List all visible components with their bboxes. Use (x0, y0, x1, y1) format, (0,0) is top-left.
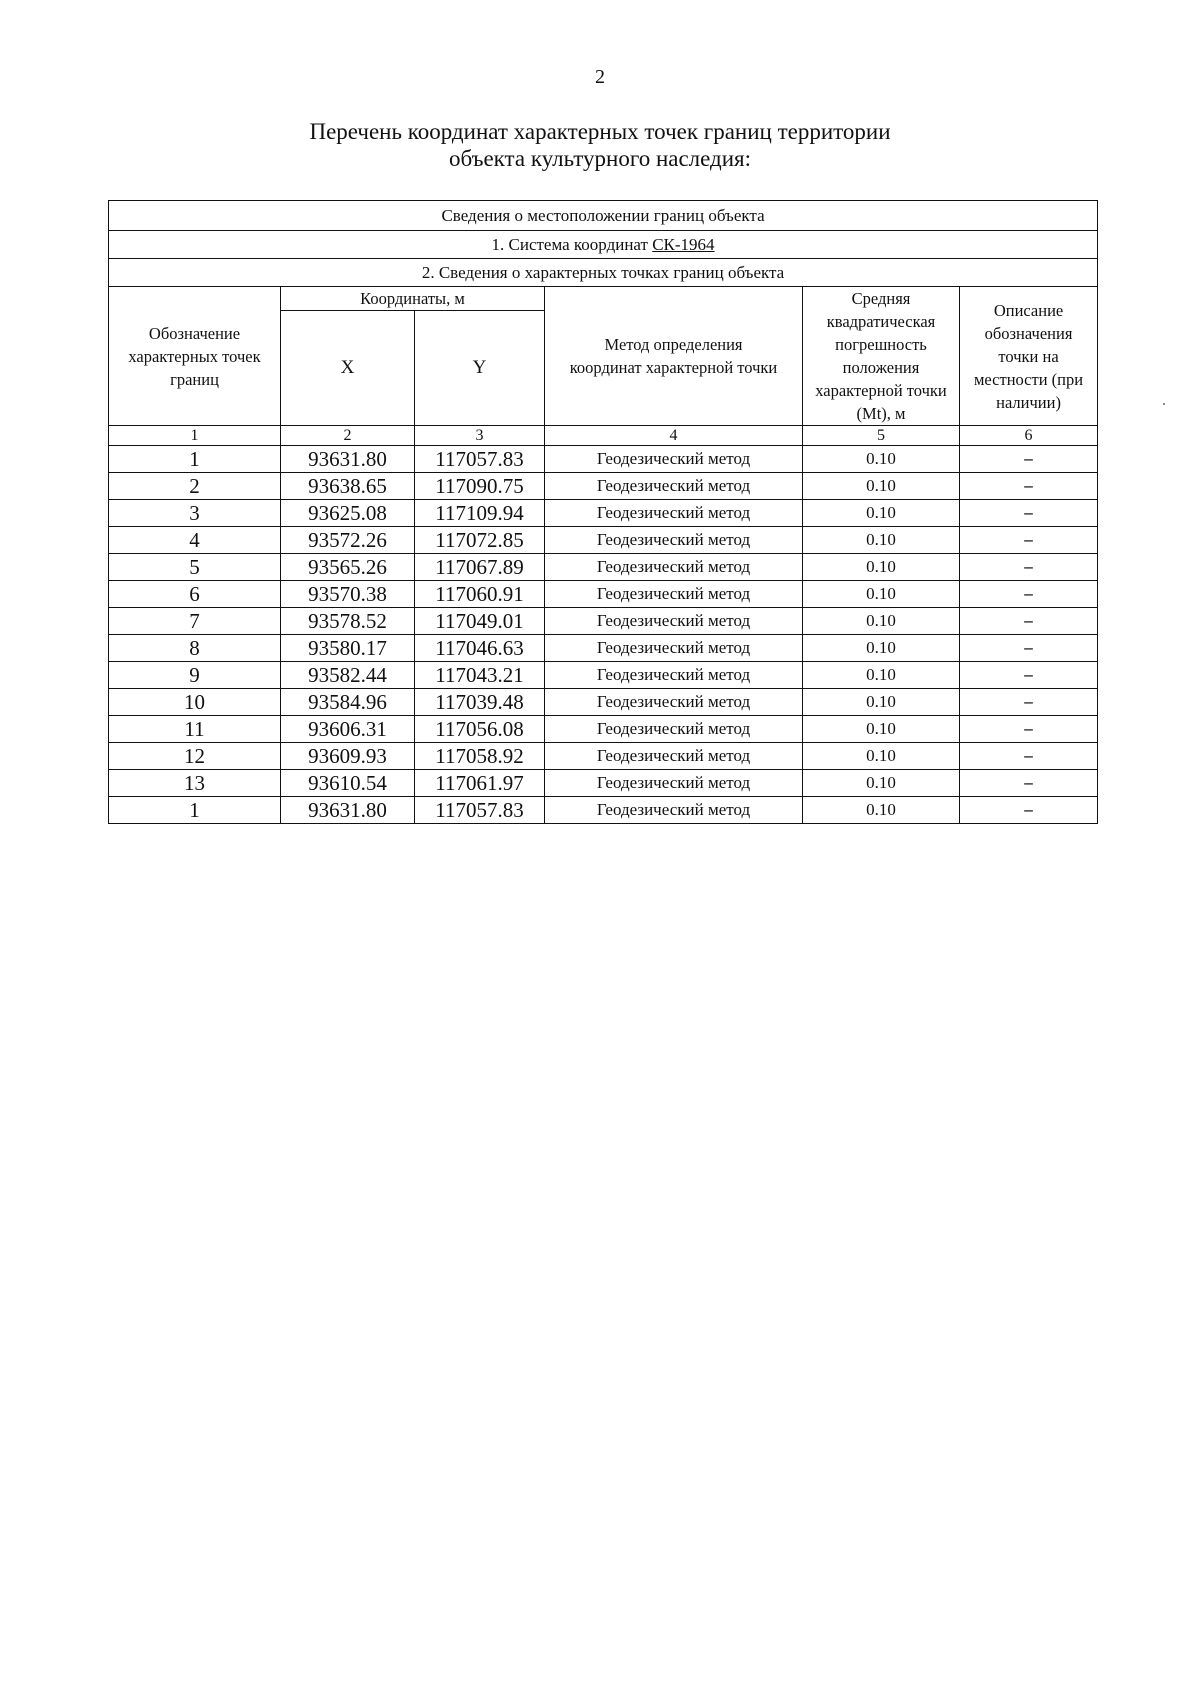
header-point: Обозначение характерных точек границ (109, 287, 281, 426)
header-method: Метод определения координат характерной точки (545, 287, 803, 426)
x-cell: 93578.52 (281, 608, 415, 635)
method-cell: Геодезический метод (545, 770, 803, 797)
points-info-row (109, 259, 1098, 287)
method-cell: Геодезический метод (545, 797, 803, 824)
table-row (109, 473, 1098, 500)
table-row (109, 527, 1098, 554)
method-cell: Геодезический метод (545, 743, 803, 770)
table-row (109, 446, 1098, 473)
method-cell: Геодезический метод (545, 716, 803, 743)
coordinate-system (109, 231, 1098, 259)
coordinate-system-row (109, 231, 1098, 259)
error-cell: 0.10 (803, 689, 960, 716)
table-row (109, 500, 1098, 527)
error-cell: 0.10 (803, 608, 960, 635)
header-row-1 (109, 287, 1098, 311)
coordinate-system-name: СК-1964 (652, 234, 715, 254)
point-cell: 2 (109, 473, 281, 500)
table-row (109, 581, 1098, 608)
page-title-line-2: объекта культурного наследия: (448, 146, 752, 171)
y-cell: 117058.92 (415, 743, 545, 770)
x-cell: 93610.54 (281, 770, 415, 797)
coordinate-system-label: 1. Система координат (491, 234, 653, 254)
y-cell: 117056.08 (415, 716, 545, 743)
x-cell: 93631.80 (281, 446, 415, 473)
column-number: 2 (281, 426, 415, 446)
x-cell: 93582.44 (281, 662, 415, 689)
point-cell: 1 (109, 446, 281, 473)
description-cell: – (960, 689, 1098, 716)
error-cell: 0.10 (803, 581, 960, 608)
method-cell: Геодезический метод (545, 527, 803, 554)
error-cell: 0.10 (803, 554, 960, 581)
table-row (109, 554, 1098, 581)
method-cell: Геодезический метод (545, 473, 803, 500)
method-cell: Геодезический метод (545, 608, 803, 635)
x-cell: 93584.96 (281, 689, 415, 716)
page-number: 2 (595, 66, 605, 88)
y-cell: 117072.85 (415, 527, 545, 554)
table-row (109, 689, 1098, 716)
column-number: 1 (109, 426, 281, 446)
x-cell: 93625.08 (281, 500, 415, 527)
y-cell: 117043.21 (415, 662, 545, 689)
description-cell: – (960, 662, 1098, 689)
column-number: 5 (803, 426, 960, 446)
table-row (109, 770, 1098, 797)
point-cell: 8 (109, 635, 281, 662)
description-cell: – (960, 527, 1098, 554)
method-cell: Геодезический метод (545, 446, 803, 473)
error-cell: 0.10 (803, 797, 960, 824)
y-cell: 117060.91 (415, 581, 545, 608)
x-cell: 93606.31 (281, 716, 415, 743)
table-row (109, 608, 1098, 635)
description-cell: – (960, 743, 1098, 770)
x-cell: 93580.17 (281, 635, 415, 662)
table-row (109, 716, 1098, 743)
y-cell: 117109.94 (415, 500, 545, 527)
header-description: Описание обозначения точки на местности (при наличии) (960, 287, 1098, 426)
y-cell: 117046.63 (415, 635, 545, 662)
method-cell: Геодезический метод (545, 500, 803, 527)
point-cell: 5 (109, 554, 281, 581)
description-cell: – (960, 500, 1098, 527)
y-cell: 117039.48 (415, 689, 545, 716)
table-row (109, 743, 1098, 770)
method-cell: Геодезический метод (545, 635, 803, 662)
points-info: 2. Сведения о характерных точках границ объекта (109, 259, 1098, 287)
error-cell: 0.10 (803, 527, 960, 554)
table-caption-row (109, 201, 1098, 231)
y-cell: 117049.01 (415, 608, 545, 635)
header-x: X (281, 311, 415, 426)
point-cell: 7 (109, 608, 281, 635)
y-cell: 117057.83 (415, 446, 545, 473)
error-cell: 0.10 (803, 500, 960, 527)
description-cell: – (960, 797, 1098, 824)
description-cell: – (960, 473, 1098, 500)
point-cell: 13 (109, 770, 281, 797)
method-cell: Геодезический метод (545, 554, 803, 581)
description-cell: – (960, 608, 1098, 635)
point-cell: 3 (109, 500, 281, 527)
point-cell: 12 (109, 743, 281, 770)
error-cell: 0.10 (803, 743, 960, 770)
y-cell: 117057.83 (415, 797, 545, 824)
x-cell: 93631.80 (281, 797, 415, 824)
column-numbers-row (109, 426, 1098, 446)
description-cell: – (960, 581, 1098, 608)
column-number: 4 (545, 426, 803, 446)
table-row (109, 635, 1098, 662)
y-cell: 117090.75 (415, 473, 545, 500)
description-cell: – (960, 770, 1098, 797)
description-cell: – (960, 554, 1098, 581)
page-title (0, 118, 1200, 172)
header-error: Средняя квадратическая погрешность положения характерной точки (Mt), м (803, 287, 960, 426)
header-y: Y (415, 311, 545, 426)
error-cell: 0.10 (803, 446, 960, 473)
coordinates-table (108, 200, 1098, 824)
x-cell: 93638.65 (281, 473, 415, 500)
error-cell: 0.10 (803, 635, 960, 662)
table-row (109, 662, 1098, 689)
page-title-line-1: Перечень координат характерных точек границ территории (309, 119, 891, 144)
description-cell: – (960, 716, 1098, 743)
x-cell: 93609.93 (281, 743, 415, 770)
method-cell: Геодезический метод (545, 662, 803, 689)
method-cell: Геодезический метод (545, 689, 803, 716)
error-cell: 0.10 (803, 473, 960, 500)
point-cell: 4 (109, 527, 281, 554)
header-coordinates: Координаты, м (281, 287, 545, 311)
column-number: 6 (960, 426, 1098, 446)
table-row (109, 797, 1098, 824)
error-cell: 0.10 (803, 662, 960, 689)
point-cell: 10 (109, 689, 281, 716)
y-cell: 117067.89 (415, 554, 545, 581)
point-cell: 6 (109, 581, 281, 608)
error-cell: 0.10 (803, 770, 960, 797)
point-cell: 1 (109, 797, 281, 824)
column-number: 3 (415, 426, 545, 446)
y-cell: 117061.97 (415, 770, 545, 797)
method-cell: Геодезический метод (545, 581, 803, 608)
x-cell: 93570.38 (281, 581, 415, 608)
x-cell: 93565.26 (281, 554, 415, 581)
point-cell: 9 (109, 662, 281, 689)
description-cell: – (960, 635, 1098, 662)
table-caption: Сведения о местоположении границ объекта (109, 201, 1098, 231)
point-cell: 11 (109, 716, 281, 743)
x-cell: 93572.26 (281, 527, 415, 554)
description-cell: – (960, 446, 1098, 473)
scan-speck (1163, 403, 1165, 405)
error-cell: 0.10 (803, 716, 960, 743)
